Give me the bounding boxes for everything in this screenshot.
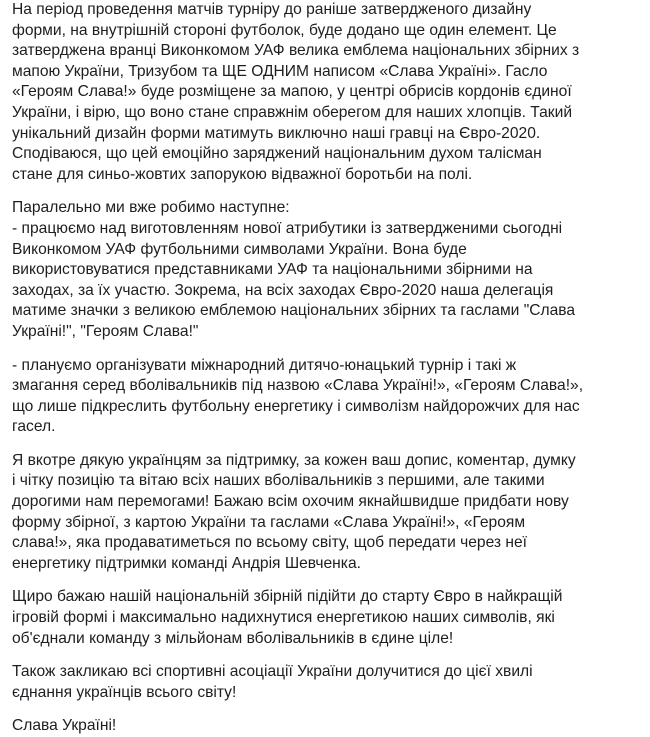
post-paragraph-uniform-design: На період проведення матчів турніру до раніше затвердженого дизайну форми, на внутрішній стороні футболок, буде додано ще один елемент. Це затверджена вранці Виконкомом УАФ велика емблема національних збірних з мапою України, Тризубом та ЩЕ ОДНИМ написом «Слава Україні». Гасло «Героям Слава!» буде розміщене за мапою, у центрі обрисів кордонів єдиної України, і вірю, що воно стане справжнім оберегом для наших хлопців. Такий унікальний дизайн форми матимуть виключно наші гравці на Євро-2020. Сподіваюся, що цей емоційно заряджений національним духом талісман стане для синьо-жовтих запорукою відважної боротьби на полі. — [12, 1, 580, 183]
post-paragraph-call-to-action: Також закликаю всі спортивні асоціації України долучитися до цієї хвилі єднання українців всього світу! — [12, 663, 533, 701]
post-paragraph-wishes: Щиро бажаю нашій національній збірній підійти до старту Євро в найкращій ігровій формі і максимально надихнутися енергетикою наших символів, які об'єднали команду з мільйонам вболівальників в єдине ціле! — [12, 588, 563, 647]
post-paragraph-merchandise: Паралельно ми вже робимо наступне: - працюємо над виготовленням нової атрибутики із затвердженими сьогодні Виконкомом УАФ футбольними символами України. Вона буде використовуватися представниками УАФ та національними збірними на заходах, за їх участю. Зокрема, на всіх заходах Євро-2020 наша делегація матиме значки з великою емблемою національних збірних та гаслами "Слава Україні!", "Героям Слава!" — [12, 199, 576, 340]
post-paragraph-tournament: - плануємо організувати міжнародний дитячо-юнацький турнір і такі ж змагання серед вболівальників під назвою «Слава Україні!», «Героям Слава!», що лише підкреслить футбольну енергетику і символізм найдорожчих для нас гасел. — [12, 356, 584, 436]
post-paragraph-closing: Слава Україні! — [12, 717, 117, 735]
post-paragraph-thanks: Я вкотре дякую українцям за підтримку, за кожен ваш допис, коментар, думку і чітку позицію та вітаю всіх наших вболівальників з першими, але такими дорогими нам перемогами! Бажаю всім охочим якнайшвидше придбати нову форму збірної, з картою України та гаслами «Слава Україні!», «Героям слава!», яка продаватиметься по всьому світу, щоб передати через неї енергетику підтримки команді Андрія Шевченка. — [12, 451, 576, 572]
